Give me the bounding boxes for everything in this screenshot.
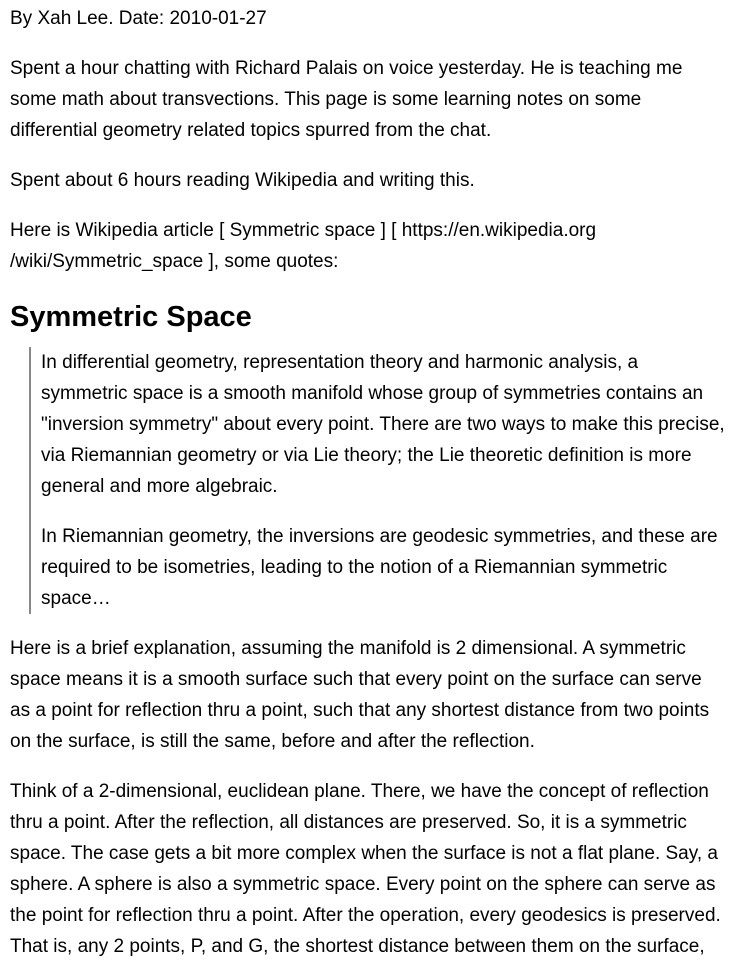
body-paragraph-1: Here is a brief explanation, assuming the manifold is 2 dimensional. A symmetric space means it is a smooth surface such that every point on the surface can serve as a point for reflection thru a point, such that any shortest distance from two points on the surface, is still the same, before and after the reflection. [10, 638, 710, 752]
quote-paragraph-1: In differential geometry, representation theory and harmonic analysis, a symmetric space is a smooth manifold whose group of symmetries contains an "inversion symmetry" about every point. There are two ways to make this precise, via Riemannian geometry or via Lie theory; the Lie theoretic definition is more general and more algebraic. [41, 352, 725, 497]
quote-paragraph-2: In Riemannian geometry, the inversions are geodesic symmetries, and these are required to be isometries, leading to the notion of a Riemannian symmetric space… [41, 526, 718, 609]
intro-paragraph-1: Spent a hour chatting with Richard Palais on voice yesterday. He is teaching me some math about transvections. This page is some learning notes on some differential geometry related topics spurred from the chat. [10, 58, 683, 141]
section-heading: Symmetric Space [10, 301, 252, 333]
wiki-url-link[interactable]: https://en.wikipedia.org /wiki/Symmetric_space [10, 220, 597, 272]
wikipedia-quote [29, 347, 727, 614]
intro-paragraph-2: Spent about 6 hours reading Wikipedia and writing this. [10, 170, 475, 191]
wiki-article-link[interactable]: Symmetric space [229, 220, 376, 241]
wiki-ref-prefix: Here is Wikipedia article [ [10, 220, 230, 241]
byline: By Xah Lee. Date: 2010-01-27 [10, 8, 267, 29]
body-paragraph-2: Think of a 2-dimensional, euclidean plane. There, we have the concept of reflection thru a point. After the reflection, all distances are preserved. So, it is a symmetric space. The case gets a bit more complex when the surface is not a flat plane. Say, a sphere. A sphere is also a symmetric space. Every point on the sphere can serve as the point for reflection thru a point. After the operation, every geodesics is preserved. That is, any 2 points, P, and G, the shortest distance between them on the surface, [10, 781, 721, 957]
wikipedia-reference [10, 215, 727, 277]
wiki-ref-mid: ] [ [375, 220, 402, 241]
wiki-ref-suffix: ], some quotes: [203, 251, 339, 272]
